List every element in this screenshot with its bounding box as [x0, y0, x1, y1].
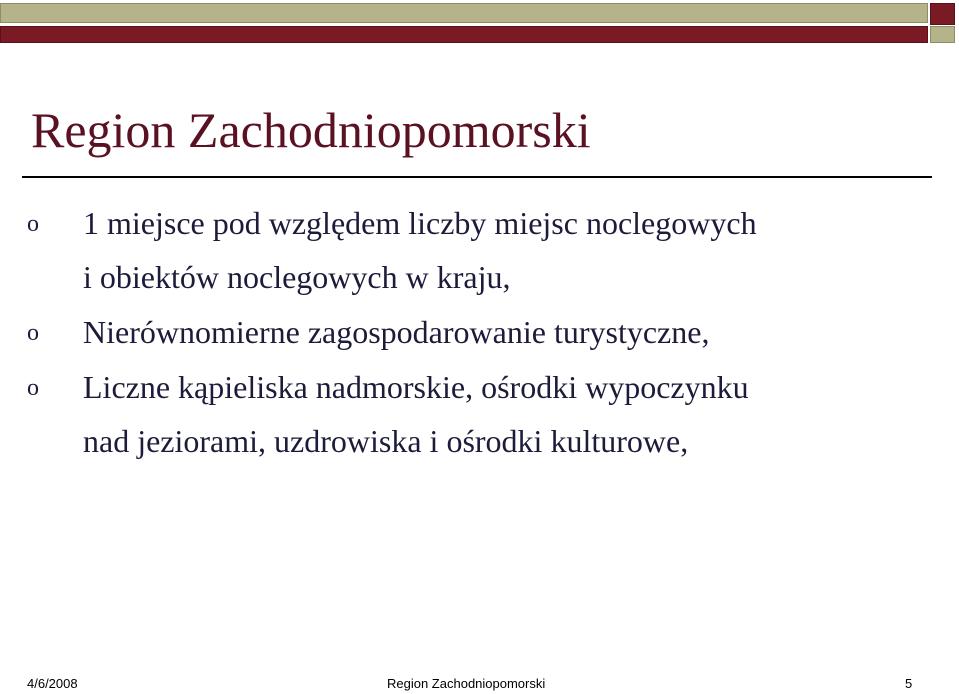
bullet-circle-icon: o [27, 375, 39, 401]
footer-page-number: 5 [905, 676, 913, 691]
bullet-line: 1 miejsce pod względem liczby miejsc noclegowych [83, 205, 757, 241]
bullet-circle-icon: o [27, 320, 39, 346]
bullet-text [83, 305, 959, 359]
slide-title: Region Zachodniopomorski [31, 102, 591, 158]
bullet-circle-icon: o [27, 211, 39, 237]
bullet-item [0, 196, 959, 304]
header-bar-maroon [0, 26, 928, 43]
header-square-maroon [930, 3, 955, 25]
header-bar-olive [0, 3, 928, 23]
bullet-line: Nierównomierne zagospodarowanie turystyczne, [83, 314, 710, 350]
bullet-list [0, 196, 959, 469]
footer-date: 4/6/2008 [27, 676, 78, 691]
bullet-line: i obiektów noclegowych w kraju, [83, 259, 511, 295]
title-divider [22, 176, 932, 178]
footer-title: Region Zachodniopomorski [387, 676, 546, 691]
bullet-item [0, 360, 959, 468]
bullet-item [0, 305, 959, 359]
bullet-text [83, 360, 959, 468]
bullet-text [83, 196, 959, 304]
bullet-line: nad jeziorami, uzdrowiska i ośrodki kulturowe, [83, 423, 689, 459]
header-square-olive [930, 26, 955, 43]
bullet-line: Liczne kąpieliska nadmorskie, ośrodki wypoczynku [83, 369, 749, 405]
